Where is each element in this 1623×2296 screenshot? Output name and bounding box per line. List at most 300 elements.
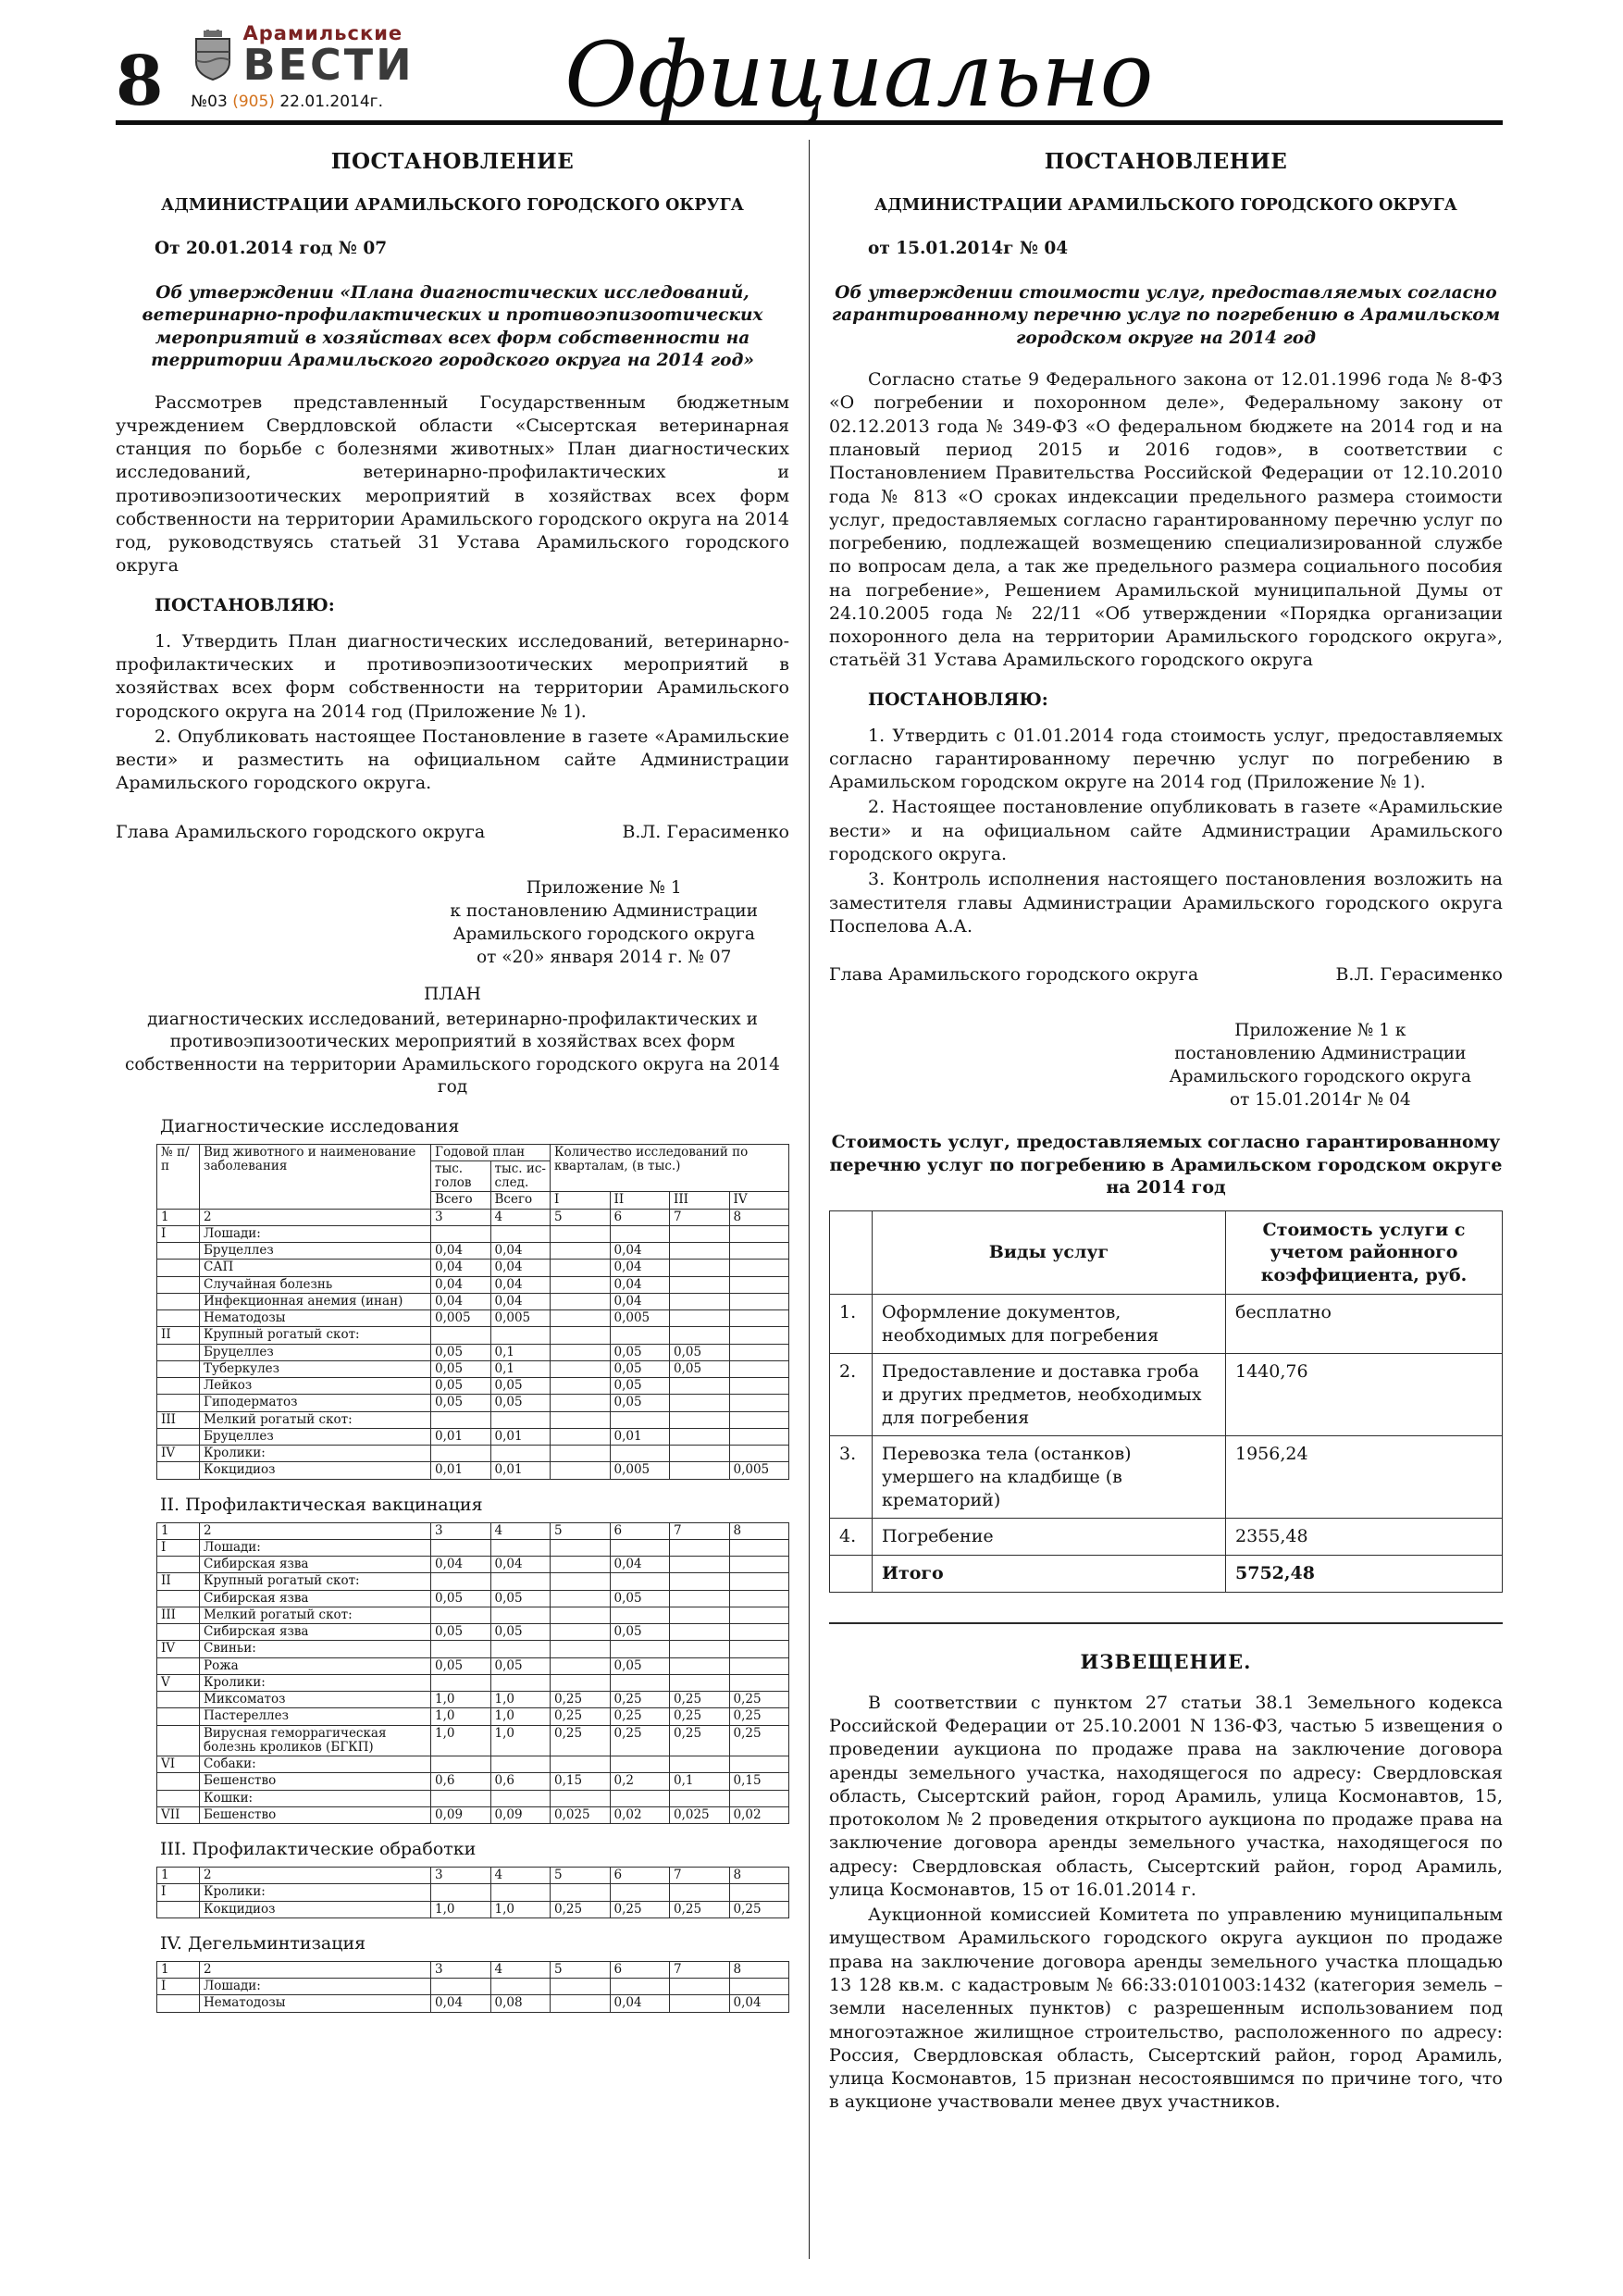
cell: 0,04: [431, 1293, 491, 1309]
notice-paragraph-2: Аукционной комиссией Комитета по управлению муниципальным имуществом Арамильского городского округа аукцион по продаже права на заключение договора аренды земельного участка площадью 13 128 кв.м. с кадастровым № 66:33:0101003:1432 (категория земель – земли населенных пунктов) с разрешенным использованием под многоэтажное жилищное строительство, расположенного по адресу: Россия, Свердловская область, Сысертский район, город Арамиль, улица Космонавтов, 15 признан несостоявшимся по причине того, что в аукционе участвовали менее двух участников.: [829, 1905, 1503, 2113]
plan-title: [116, 984, 789, 1098]
cell: 0,2: [610, 1773, 670, 1790]
cell: [729, 1411, 789, 1428]
cell: [551, 1260, 611, 1276]
cell: [670, 1756, 730, 1773]
header-cell: IV: [729, 1192, 789, 1209]
cell: 2: [200, 1868, 431, 1884]
table-row: [157, 1446, 789, 1462]
cell: [157, 1293, 200, 1309]
cell: [551, 1539, 611, 1556]
table-row: [157, 1806, 789, 1823]
service-num: 2.: [830, 1354, 873, 1436]
cell: 0,25: [610, 1692, 670, 1708]
cell: 0,005: [610, 1462, 670, 1479]
cell: [610, 1979, 670, 1995]
cell: [729, 1624, 789, 1641]
cell: 4: [490, 1209, 551, 1225]
issue-line: [192, 93, 415, 111]
cell: [670, 1979, 730, 1995]
cell: [157, 1725, 200, 1756]
table-row: [157, 1708, 789, 1725]
cell: 0,05: [490, 1378, 551, 1395]
plan-section-4-label: IV. Дегельминтизация: [160, 1932, 366, 1954]
cell: 0,25: [670, 1901, 730, 1917]
header-cell: Вид животного и наименование заболевания: [200, 1144, 431, 1209]
cell: 0,04: [729, 1995, 789, 2012]
cell: [670, 1607, 730, 1623]
cell: 1,0: [490, 1725, 551, 1756]
cell: [431, 1756, 491, 1773]
cell: [670, 1674, 730, 1691]
cell: II: [157, 1327, 200, 1344]
cell: 0,05: [431, 1344, 491, 1360]
cell: [490, 1539, 551, 1556]
service-row: [830, 1354, 1503, 1436]
page-content: [116, 136, 1503, 2259]
cell: V: [157, 1674, 200, 1691]
numbering-row: [157, 1961, 789, 1978]
cell: 0,04: [490, 1557, 551, 1573]
annex-line: от «20» января 2014 г. № 07: [476, 947, 732, 967]
table-row: [157, 1395, 789, 1411]
cell: [670, 1293, 730, 1309]
numbering-row: [157, 1868, 789, 1884]
header-cell: I: [551, 1192, 611, 1209]
table-row: [157, 1624, 789, 1641]
cell: 1: [157, 1961, 200, 1978]
service-num: 3.: [830, 1436, 873, 1519]
cell: 5: [551, 1961, 611, 1978]
service-service: Перевозка тела (останков) умершего на кладбище (в крематорий): [873, 1436, 1226, 1519]
services-num-header: [830, 1211, 873, 1295]
cell: [610, 1641, 670, 1657]
cell: [670, 1411, 730, 1428]
cell: 8: [729, 1209, 789, 1225]
resolve-heading: ПОСТАНОВЛЯЮ:: [155, 594, 335, 615]
cell: [610, 1573, 670, 1590]
issue-date: 22.01.2014г.: [279, 93, 384, 111]
cell: [729, 1446, 789, 1462]
cell: 0,01: [610, 1428, 670, 1445]
cell: 7: [670, 1868, 730, 1884]
cell: 0,04: [490, 1276, 551, 1293]
cell: 0,15: [551, 1773, 611, 1790]
cell: [551, 1395, 611, 1411]
cell: Бешенство: [200, 1773, 431, 1790]
cell: [157, 1310, 200, 1327]
cell: 0,1: [490, 1360, 551, 1377]
table-row: [157, 1327, 789, 1344]
cell: Мелкий рогатый скот:: [200, 1607, 431, 1623]
cell: [551, 1590, 611, 1607]
cell: 0,04: [431, 1557, 491, 1573]
service-cost: 1440,76: [1226, 1354, 1503, 1436]
cell: [729, 1539, 789, 1556]
cell: [431, 1411, 491, 1428]
cell: [670, 1995, 730, 2012]
table-row: [157, 1276, 789, 1293]
cell: Нематодозы: [200, 1995, 431, 2012]
cell: 0,25: [551, 1901, 611, 1917]
cell: [610, 1607, 670, 1623]
cell: [729, 1657, 789, 1674]
cell: IV: [157, 1641, 200, 1657]
cell: 0,05: [610, 1395, 670, 1411]
cell: Бруцеллез: [200, 1243, 431, 1260]
deworming-table: [156, 1961, 789, 2013]
cell: VII: [157, 1806, 200, 1823]
cell: [551, 1276, 611, 1293]
cell: [431, 1884, 491, 1901]
cell: [157, 1428, 200, 1445]
cell: [670, 1276, 730, 1293]
cell: 0,04: [610, 1260, 670, 1276]
cell: [551, 1378, 611, 1395]
cell: VI: [157, 1756, 200, 1773]
cell: 1,0: [431, 1901, 491, 1917]
cell: 0,25: [551, 1708, 611, 1725]
cell: 8: [729, 1522, 789, 1539]
service-row: [830, 1556, 1503, 1593]
cell: [551, 1641, 611, 1657]
cell: [157, 1708, 200, 1725]
table-row: [157, 1590, 789, 1607]
cell: [729, 1293, 789, 1309]
service-service: Погребение: [873, 1519, 1226, 1556]
cell: [729, 1310, 789, 1327]
cell: 0,05: [431, 1378, 491, 1395]
cell: 0,05: [670, 1360, 730, 1377]
cell: [551, 1790, 611, 1806]
cell: [670, 1657, 730, 1674]
cell: [157, 1657, 200, 1674]
decree-org: АДМИНИСТРАЦИИ АРАМИЛЬСКОГО ГОРОДСКОГО ОКРУГА: [874, 196, 1457, 215]
cell: [729, 1360, 789, 1377]
cell: 0,02: [610, 1806, 670, 1823]
cell: [157, 1790, 200, 1806]
notice-divider: [829, 1622, 1503, 1624]
cell: Собаки:: [200, 1756, 431, 1773]
service-service: Предоставление и доставка гроба и других предметов, необходимых для погребения: [873, 1354, 1226, 1436]
cell: Гиподерматоз: [200, 1395, 431, 1411]
cell: 0,25: [729, 1725, 789, 1756]
cell: 0,04: [610, 1557, 670, 1573]
cell: 0,04: [490, 1260, 551, 1276]
cell: САП: [200, 1260, 431, 1276]
cell: 0,04: [610, 1276, 670, 1293]
cell: 0,05: [610, 1360, 670, 1377]
cell: Лошади:: [200, 1979, 431, 1995]
cell: Лошади:: [200, 1225, 431, 1242]
cell: I: [157, 1539, 200, 1556]
table-row: [157, 1310, 789, 1327]
decree-body: Согласно статье 9 Федерального закона от 12.01.1996 года № 8-ФЗ «О погребении и похоронном деле», Федеральному закону от 02.12.2013 года № 349-ФЗ «О федеральном бюджете на 2014 год и на плановый период 2015 и 2016 годов», в соответствии с Постановлением Правительства Российской Федерации от 12.10.2010 года № 813 «О сроках индексации предельного размера стоимости услуг, предоставляемых согласно гарантированному перечню услуг по погребению, подлежащей возмещению специализированной службе по вопросам дела, а так же предельного размера социального пособия на погребение», Решением Арамильской муниципальной Думы от 24.10.2005 года № 22/11 «Об утверждении «Порядка организации похоронного дела на территории Арамильского городского округа», статьёй 31 Устава Арамильского городского округа: [829, 369, 1503, 671]
cell: [729, 1756, 789, 1773]
cell: [610, 1674, 670, 1691]
decree-point-2: 2. Опубликовать настоящее Постановление в газете «Арамильские вести» и разместить на официальном сайте Администрации Арамильского городского округа.: [116, 726, 789, 794]
cell: 0,05: [431, 1624, 491, 1641]
cell: 0,04: [431, 1276, 491, 1293]
cell: Кролики:: [200, 1674, 431, 1691]
cell: 0,6: [490, 1773, 551, 1790]
cell: [431, 1607, 491, 1623]
cell: Кошки:: [200, 1790, 431, 1806]
cell: 1: [157, 1209, 200, 1225]
cell: [670, 1539, 730, 1556]
cell: 0,25: [670, 1708, 730, 1725]
service-cost: бесплатно: [1226, 1294, 1503, 1353]
cell: [431, 1790, 491, 1806]
cell: [157, 1995, 200, 2012]
cell: [490, 1573, 551, 1590]
cell: 0,6: [431, 1773, 491, 1790]
cell: 1: [157, 1522, 200, 1539]
cell: 4: [490, 1522, 551, 1539]
cell: 0,25: [551, 1725, 611, 1756]
cell: [157, 1692, 200, 1708]
cell: [490, 1979, 551, 1995]
cell: [670, 1624, 730, 1641]
cell: IV: [157, 1446, 200, 1462]
signature-title: Глава Арамильского городского округа: [829, 964, 1199, 986]
decree-subject: Об утверждении «Плана диагностических исследований, ветеринарно-профилактических и противоэпизоотических мероприятий в хозяйствах всех форм собственности на территории Арамильского городского округа на 2014 год»: [142, 283, 763, 371]
table-row: [157, 1557, 789, 1573]
cell: [551, 1462, 611, 1479]
cell: Случайная болезнь: [200, 1276, 431, 1293]
signature-line: [829, 964, 1503, 985]
cell: Крупный рогатый скот:: [200, 1573, 431, 1590]
table-row: [157, 1674, 789, 1691]
cell: [610, 1446, 670, 1462]
left-column: [116, 136, 789, 2259]
cell: [431, 1573, 491, 1590]
cell: [431, 1327, 491, 1344]
cell: [551, 1293, 611, 1309]
table-row: [157, 1411, 789, 1428]
cell: 0,005: [610, 1310, 670, 1327]
resolve-heading: ПОСТАНОВЛЯЮ:: [868, 689, 1048, 710]
table-row: [157, 1641, 789, 1657]
decree-subject: Об утверждении стоимости услуг, предоставляемых согласно гарантированному перечню услуг по погребению в Арамильском городском округе на 2014 год: [831, 283, 1501, 348]
table-row: [157, 1243, 789, 1260]
annex-block: [450, 877, 758, 970]
cell: 1: [157, 1868, 200, 1884]
header-cell: III: [670, 1192, 730, 1209]
service-cost: 2355,48: [1226, 1519, 1503, 1556]
cell: 0,25: [670, 1725, 730, 1756]
table-row: [157, 1995, 789, 2012]
services-header-row: [830, 1211, 1503, 1295]
cell: Туберкулез: [200, 1360, 431, 1377]
cell: 0,05: [610, 1590, 670, 1607]
cell: [551, 1884, 611, 1901]
cell: [729, 1428, 789, 1445]
issue-serial: (905): [232, 93, 275, 111]
cell: 4: [490, 1961, 551, 1978]
cell: [610, 1539, 670, 1556]
service-num: [830, 1556, 873, 1593]
cell: 0,05: [610, 1657, 670, 1674]
cell: [729, 1344, 789, 1360]
cell: III: [157, 1411, 200, 1428]
plan-title-subtitle: диагностических исследований, ветеринарно-профилактических и противоэпизоотических мероприятий в хозяйствах всех форм собственности на территории Арамильского городского округа на 2014 год: [125, 1009, 780, 1098]
cell: [551, 1360, 611, 1377]
cell: [431, 1641, 491, 1657]
table-row: [157, 1462, 789, 1479]
header-cell: Годовой план: [431, 1144, 551, 1160]
cell: 6: [610, 1522, 670, 1539]
cell: [729, 1884, 789, 1901]
table-row: [157, 1756, 789, 1773]
annex-line: к постановлению Администрации: [450, 900, 758, 921]
cell: [157, 1276, 200, 1293]
table-row: [157, 1360, 789, 1377]
issue-number: №03: [191, 93, 228, 111]
cell: [670, 1884, 730, 1901]
plan-section-2-label: II. Профилактическая вакцинация: [160, 1494, 483, 1515]
cell: [551, 1446, 611, 1462]
cell: 0,025: [551, 1806, 611, 1823]
cell: 0,05: [431, 1590, 491, 1607]
cell: 1,0: [431, 1708, 491, 1725]
table-row: [157, 1293, 789, 1309]
cell: [431, 1979, 491, 1995]
cell: 0,05: [670, 1344, 730, 1360]
cell: [670, 1557, 730, 1573]
table-row: [157, 1378, 789, 1395]
cell: 0,04: [431, 1260, 491, 1276]
table-row: [157, 1884, 789, 1901]
cell: 0,04: [431, 1995, 491, 2012]
cell: [670, 1790, 730, 1806]
notice-heading: ИЗВЕЩЕНИЕ.: [1080, 1649, 1252, 1673]
cell: 0,25: [729, 1708, 789, 1725]
cell: [610, 1756, 670, 1773]
cell: 0,05: [431, 1360, 491, 1377]
cell: 0,25: [670, 1692, 730, 1708]
header-cell: № п/п: [157, 1144, 200, 1209]
cell: [490, 1411, 551, 1428]
cell: [610, 1225, 670, 1242]
logo-row: [192, 22, 415, 90]
plan-section-3-label: III. Профилактические обработки: [160, 1839, 477, 1860]
cell: Кокцидиоз: [200, 1901, 431, 1917]
brand-text: [242, 22, 415, 90]
newspaper-logo: [192, 24, 415, 111]
cell: [610, 1884, 670, 1901]
cell: [157, 1344, 200, 1360]
cell: [431, 1225, 491, 1242]
annex-line: Приложение № 1 к: [1234, 1021, 1406, 1041]
cell: 7: [670, 1209, 730, 1225]
cell: 0,04: [431, 1243, 491, 1260]
cell: 0,04: [610, 1995, 670, 2012]
cell: [551, 1995, 611, 2012]
cell: Рожа: [200, 1657, 431, 1674]
cell: 3: [431, 1868, 491, 1884]
cell: 0,25: [610, 1901, 670, 1917]
service-num: 4.: [830, 1519, 873, 1556]
cell: 2: [200, 1961, 431, 1978]
cell: Бешенство: [200, 1806, 431, 1823]
cell: 0,02: [729, 1806, 789, 1823]
cell: Кролики:: [200, 1446, 431, 1462]
cell: [431, 1539, 491, 1556]
cell: [551, 1607, 611, 1623]
cell: [729, 1674, 789, 1691]
cell: 8: [729, 1868, 789, 1884]
service-service: Итого: [873, 1556, 1226, 1593]
cell: [490, 1790, 551, 1806]
notice-paragraph-1: В соответствии с пунктом 27 статьи 38.1 Земельного кодекса Российской Федерации от 25.10.2001 N 136-ФЗ, частью 5 извещения о проведении аукциона по продаже права на заключение договора аренды земельного участка, находящегося по адресу: Свердловская область, Сысертский район, город Арамиль, улица Космонавтов, 15, протоколом № 2 проведения открытого аукциона по продаже права на заключение договора аренды земельного участка, находящегося по адресу: Свердловская область, Сысертский район, город Арамиль, улица Космонавтов, 15 от 16.01.2014 г.: [829, 1692, 1503, 1900]
cell: [670, 1310, 730, 1327]
cell: 0,25: [729, 1901, 789, 1917]
cell: [729, 1557, 789, 1573]
cell: [157, 1590, 200, 1607]
service-num: 1.: [830, 1294, 873, 1353]
table-row: [157, 1260, 789, 1276]
cell: [610, 1327, 670, 1344]
table-row: [157, 1573, 789, 1590]
cell: 0,05: [431, 1657, 491, 1674]
cell: 0,025: [670, 1806, 730, 1823]
cell: [551, 1428, 611, 1445]
right-column: [829, 136, 1503, 2259]
cell: [729, 1641, 789, 1657]
cell: Лейкоз: [200, 1378, 431, 1395]
cell: Лошади:: [200, 1539, 431, 1556]
cell: [431, 1446, 491, 1462]
cell: [670, 1573, 730, 1590]
cell: Свиньи:: [200, 1641, 431, 1657]
diagnostics-table: [156, 1144, 789, 1480]
cell: Сибирская язва: [200, 1590, 431, 1607]
cell: [551, 1243, 611, 1260]
cell: [551, 1411, 611, 1428]
cell: Инфекционная анемия (инан): [200, 1293, 431, 1309]
cell: 0,005: [490, 1310, 551, 1327]
cell: Нематодозы: [200, 1310, 431, 1327]
brand-name-large: ВЕСТИ: [242, 40, 415, 90]
cell: 0,005: [431, 1310, 491, 1327]
cell: 0,25: [551, 1692, 611, 1708]
cell: [490, 1607, 551, 1623]
signature-name: В.Л. Герасименко: [622, 821, 789, 842]
cell: [729, 1607, 789, 1623]
cell: [729, 1378, 789, 1395]
cell: 0,04: [490, 1293, 551, 1309]
cell: [670, 1590, 730, 1607]
cell: [157, 1773, 200, 1790]
annex-line: Арамильского городского округа: [452, 924, 755, 944]
cell: 5: [551, 1522, 611, 1539]
cell: 0,05: [610, 1344, 670, 1360]
cell: [157, 1624, 200, 1641]
table-row: [157, 1539, 789, 1556]
cell: 0,09: [490, 1806, 551, 1823]
table-row: [157, 1773, 789, 1790]
cell: [729, 1225, 789, 1242]
annex-line: Арамильского городского округа: [1169, 1067, 1471, 1086]
page-header: [116, 22, 1503, 128]
cell: [670, 1243, 730, 1260]
cell: 7: [670, 1522, 730, 1539]
cell: 7: [670, 1961, 730, 1978]
cell: [551, 1557, 611, 1573]
table-row: [157, 1225, 789, 1242]
numbering-row: [157, 1522, 789, 1539]
